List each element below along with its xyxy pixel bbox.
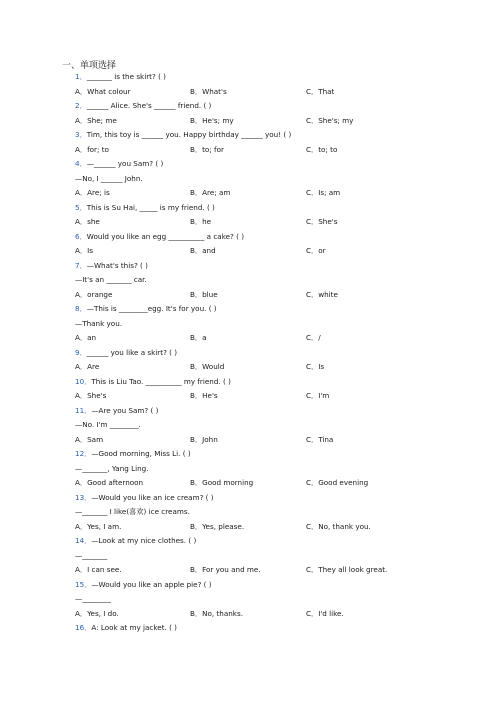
option-b: B．blue: [190, 289, 218, 299]
question-6: [75, 232, 244, 242]
options-1: [75, 87, 375, 97]
option-c: C．That: [306, 86, 335, 96]
option-a: A．Yes, I am.: [75, 521, 122, 531]
dialogue-line: —________: [75, 594, 111, 603]
question-text: ______ you like a skirt? ( ): [86, 347, 178, 357]
question-number: 15．: [75, 579, 92, 589]
option-c: C．Is; am: [306, 188, 341, 197]
question-4: [75, 159, 163, 169]
question-text: —This is ________egg. It's for you. ( ): [86, 304, 217, 313]
question-text: Would you like an egg __________ a cake? ( ): [86, 231, 245, 241]
question-number: 6．: [75, 231, 87, 241]
option-a: A．Is: [75, 246, 93, 255]
option-c: C．or: [306, 246, 326, 255]
section-title: 一、单项选择: [62, 61, 117, 71]
question-9: [75, 348, 177, 358]
option-b: B．What's: [190, 86, 227, 96]
option-b: B．For you and me.: [190, 565, 261, 574]
question-13: [75, 493, 214, 503]
options-15: [75, 609, 375, 619]
option-b: B．Yes, please.: [190, 521, 245, 531]
options-9: [75, 362, 375, 372]
question-number: 10．: [75, 376, 92, 386]
options-3: [75, 145, 375, 155]
question-16: [75, 623, 177, 633]
options-11: [75, 435, 375, 445]
dialogue-line: —_______ I like(喜欢) ice creams.: [75, 507, 190, 516]
option-b: B．He's: [190, 391, 218, 400]
question-number: 14．: [75, 536, 92, 545]
options-8: [75, 333, 375, 343]
option-a: A．she: [75, 217, 100, 226]
option-b: B．to; for: [190, 144, 224, 154]
option-b: B．He's; my: [190, 115, 234, 125]
option-b: B．a: [190, 333, 207, 342]
option-b: B．Good morning: [190, 478, 254, 487]
option-a: A．I can see.: [75, 565, 122, 574]
option-c: C．white: [306, 289, 338, 299]
question-number: 13．: [75, 492, 92, 502]
option-a: A．She; me: [75, 115, 117, 125]
option-b: B．John: [190, 434, 218, 444]
options-6: [75, 246, 375, 256]
options-7: [75, 290, 375, 300]
options-4: [75, 188, 375, 198]
question-number: 11．: [75, 405, 92, 415]
options-5: [75, 217, 375, 227]
option-c: C．Tina: [306, 434, 334, 444]
question-15: [75, 580, 212, 590]
options-2: [75, 116, 375, 126]
question-text: _______ is the skirt? ( ): [86, 72, 166, 81]
question-number: 16．: [75, 623, 92, 632]
option-b: B．he: [190, 217, 212, 226]
options-14: [75, 565, 388, 575]
option-c: C．Good evening: [306, 478, 369, 487]
option-b: B．Would: [190, 362, 225, 371]
option-c: C．to; to: [306, 144, 338, 154]
question-number: 3．: [75, 130, 87, 139]
option-c: C．I'm: [306, 391, 330, 400]
question-text: Tim, this toy is ______ you. Happy birthday ______ you! ( ): [86, 130, 292, 139]
option-a: A．What colour: [75, 86, 131, 96]
options-12: [75, 478, 375, 488]
question-2: [75, 101, 211, 111]
dialogue-line: —Thank you.: [75, 318, 123, 328]
option-c: C．She's; my: [306, 115, 354, 125]
question-number: 8．: [75, 304, 87, 313]
dialogue-line: —_______: [75, 550, 108, 560]
question-text: A: Look at my jacket. ( ): [91, 623, 177, 632]
question-7: [75, 261, 148, 271]
dialogue-line: —No, I ______ John.: [75, 173, 143, 183]
question-12: [75, 449, 191, 459]
option-a: A．Yes, I do.: [75, 608, 119, 618]
question-number: 7．: [75, 260, 87, 270]
dialogue-line: —It's an _______ car.: [75, 275, 147, 284]
option-a: A．Sam: [75, 434, 104, 444]
option-b: B．and: [190, 246, 216, 255]
question-number: 12．: [75, 449, 92, 458]
option-a: A．for; to: [75, 144, 109, 154]
question-text: —Look at my nice clothes. ( ): [91, 536, 197, 545]
dialogue-line: —_______, Yang Ling.: [75, 463, 149, 473]
option-a: A．orange: [75, 289, 113, 299]
option-a: A．Are: [75, 362, 100, 371]
question-1: [75, 72, 166, 82]
question-text: —What's this? ( ): [86, 260, 148, 270]
question-number: 9．: [75, 347, 87, 357]
option-c: C．I'd like.: [306, 608, 344, 618]
question-text: This is Su Hai, _____ is my friend. ( ): [86, 202, 215, 212]
option-a: A．She's: [75, 391, 107, 400]
question-5: [75, 203, 215, 213]
option-c: C．/: [306, 333, 321, 342]
question-14: [75, 536, 196, 546]
options-13: [75, 522, 375, 532]
question-text: —______ you Sam? ( ): [86, 159, 164, 168]
option-a: A．Are; is: [75, 188, 110, 197]
option-a: A．Good afternoon: [75, 478, 144, 487]
question-text: —Would you like an apple pie? ( ): [91, 579, 212, 589]
question-3: [75, 130, 291, 140]
dialogue-line: —No. I'm ________.: [75, 420, 141, 429]
question-10: [75, 377, 231, 387]
option-c: C．Is: [306, 362, 325, 371]
question-text: —Are you Sam? ( ): [91, 405, 159, 415]
option-c: C．She's: [306, 217, 338, 226]
question-text: —Good morning, Miss Li. ( ): [91, 449, 191, 458]
question-8: [75, 304, 217, 314]
option-c: C．They all look great.: [306, 565, 388, 574]
question-11: [75, 406, 158, 416]
option-b: B．Are; am: [190, 188, 231, 197]
option-c: C．No, thank you.: [306, 521, 371, 531]
options-10: [75, 391, 375, 401]
option-b: B．No, thanks.: [190, 608, 243, 618]
question-number: 2．: [75, 101, 87, 110]
question-number: 4．: [75, 159, 87, 168]
option-a: A．an: [75, 333, 97, 342]
question-number: 5．: [75, 202, 87, 212]
question-text: This is Liu Tao. __________ my friend. ( ): [91, 376, 231, 386]
question-number: 1．: [75, 72, 87, 81]
question-text: ______ Alice. She's ______ friend. ( ): [86, 101, 212, 110]
question-text: —Would you like an ice cream? ( ): [91, 492, 214, 502]
